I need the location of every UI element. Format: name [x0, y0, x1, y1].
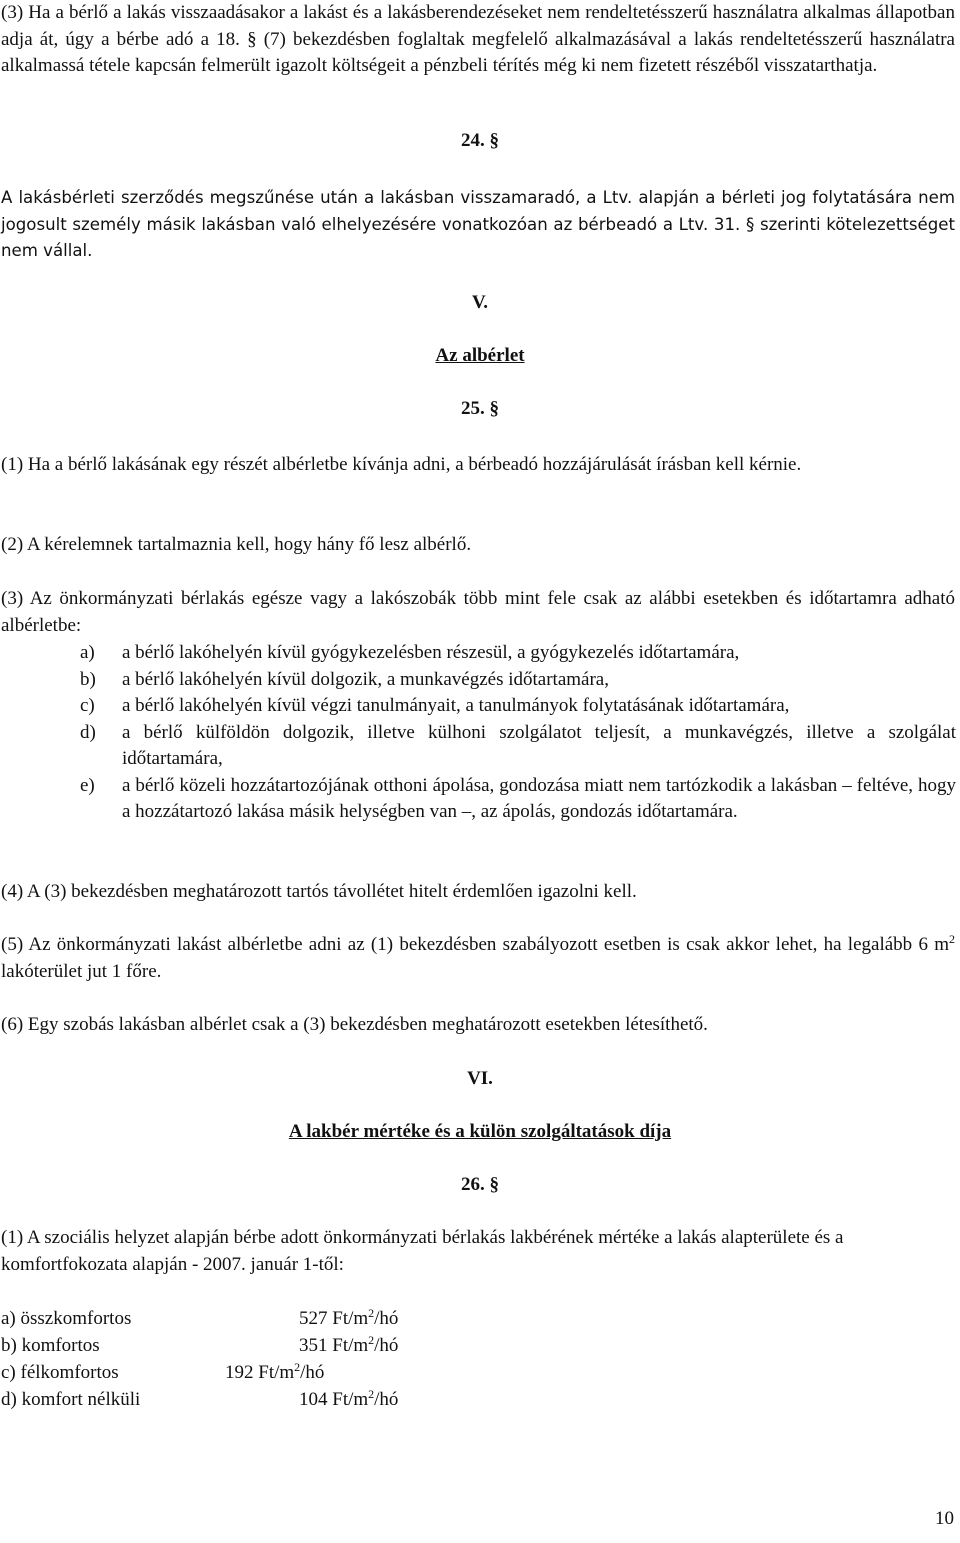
- section-24-text: A lakásbérleti szerződés megszűnése után a lakásban visszamaradó, a Ltv. alapján a bérleti jog folytatására nem jogosult személy másik lakásban való elhelyezésére vonatkozóan az bérbeadó a Ltv. 31. § szerinti kötelezettséget nem vállal.: [1, 188, 955, 260]
- albérlet-cases-list: [80, 640, 956, 826]
- rent-row: a) összkomfortos 527 $Ft/m^2/hó$: [1, 1306, 399, 1329]
- section-25-para-2: (2) A kérelemnek tartalmaznia kell, hogy hány fő lesz albérlő.: [1, 534, 472, 555]
- chapter-6-title: A lakbér mértéke és a külön szolgáltatások díja: [288, 1121, 672, 1142]
- section-26-heading: 26. §: [461, 1174, 499, 1195]
- list-item: a) a bérlő lakóhelyén kívül gyógykezelésben részesül, a gyógykezelés időtartamára,: [80, 642, 740, 663]
- rent-table: [1, 1305, 501, 1413]
- chapter-5-number: V.: [471, 292, 489, 313]
- chapter-6-number: VI.: [467, 1068, 493, 1089]
- rent-row: b) komfortos 351 $Ft/m^2/hó$: [1, 1333, 399, 1356]
- section-25-para-4: (4) A (3) bekezdésben meghatározott tartós távollétet hitelt érdemlően igazolni kell.: [1, 881, 637, 902]
- list-item: b) a bérlő lakóhelyén kívül dolgozik, a munkavégzés időtartamára,: [80, 668, 609, 690]
- section-25-para-5: (5) Az önkormányzati lakást albérletbe adni az (1) bekezdésben szabályozott esetben is csak akkor lehet, ha legalább 6 $m^2$ lakóterület jut 1 főre.: [1, 932, 955, 982]
- list-item: c) a bérlő lakóhelyén kívül végzi tanulmányait, a tanulmányok folytatásának időtartamára,: [80, 695, 790, 716]
- section-25-para-3: (3) Az önkormányzati bérlakás egésze vagy a lakószobák több mint fele csak az alábbi esetekben és időtartamra adható albérletbe:: [1, 588, 955, 636]
- section-25-para-1: (1) Ha a bérlő lakásának egy részét albérletbe kívánja adni, a bérbeadó hozzájárulását írásban kell kérnie.: [1, 454, 802, 475]
- section-26-para-1: (1) A szociális helyzet alapján bérbe adott önkormányzati bérlakás lakbérének mértéke a lakás alapterülete és a komfortfokozata alapján - 2007. január 1-től:: [1, 1227, 844, 1275]
- paragraph-3-previous: (3) Ha a bérlő a lakás visszaadásakor a lakást és a lakásberendezéseket nem rendeltetésszerű használatra alkalmas állapotban adja át, úgy a bérbe adó a 18. § (7) bekezdésben foglaltak megfelelő alkalmazásával a lakás rendeltetésszerű használatra alkalmassá tétele kapcsán felmerült igazolt költségeit a pénzbeli térítés még ki nem fizetett részéből visszatarthatja.: [1, 2, 955, 76]
- rent-row: d) komfort nélküli 104 $Ft/m^2/hó$: [1, 1387, 399, 1410]
- section-25-heading: 25. §: [461, 398, 499, 419]
- page-number: 10: [935, 1508, 954, 1529]
- list-item: d) a bérlő külföldön dolgozik, illetve külhoni szolgálatot teljesít, a munkavégzés, illetve a szolgálat időtartamára,: [80, 721, 956, 769]
- section-25-para-6: (6) Egy szobás lakásban albérlet csak a (3) bekezdésben meghatározott esetekben létesíthető.: [1, 1014, 708, 1035]
- list-item: e) a bérlő közeli hozzátartozójának otthoni ápolása, gondozása miatt nem tartózkodik a lakásban – feltéve, hogy a hozzátartozó lakása másik helységben van –, az ápolás, gondozás időtartamára.: [80, 774, 956, 822]
- chapter-5-title: Az albérlet: [435, 345, 525, 366]
- section-24-heading: 24. §: [461, 130, 499, 151]
- rent-row: c) félkomfortos 192 $Ft/m^2/hó$: [1, 1360, 325, 1383]
